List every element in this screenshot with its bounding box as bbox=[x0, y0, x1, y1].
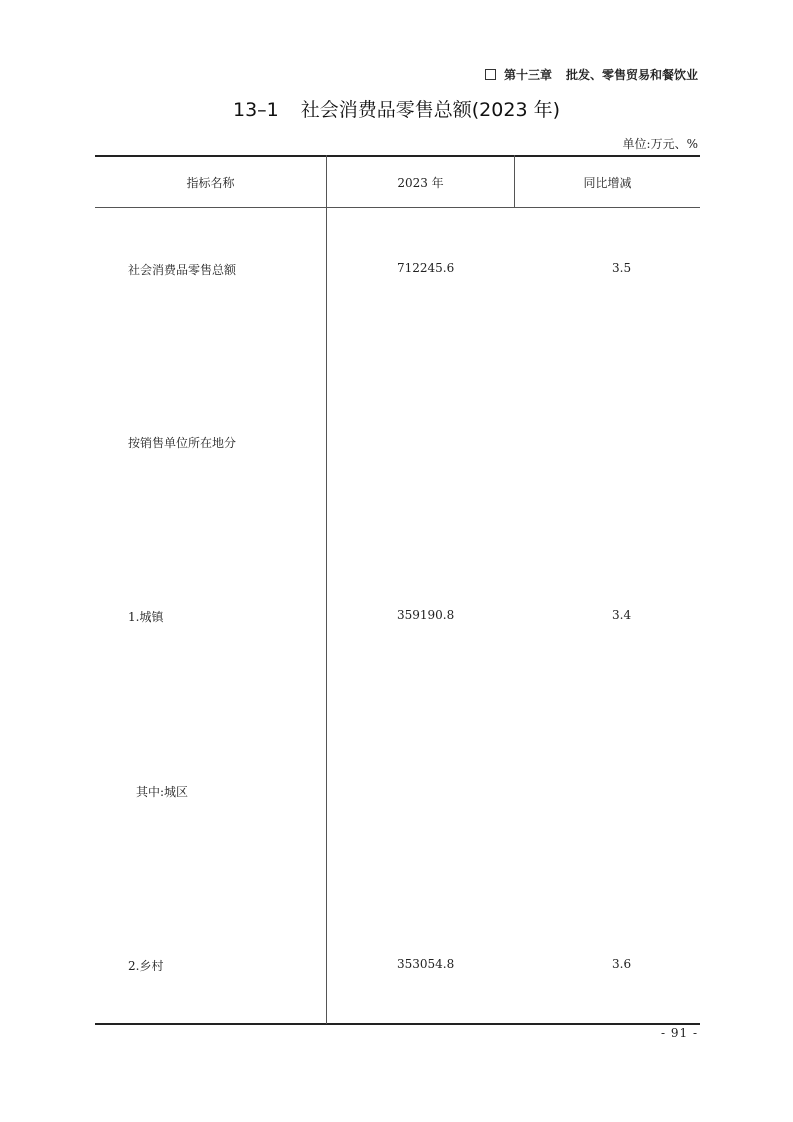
square-icon bbox=[485, 69, 496, 80]
row-label: 其中:城区 bbox=[136, 785, 189, 799]
unit-note: 单位:万元、% bbox=[622, 137, 698, 151]
column-header-change: 同比增减 bbox=[583, 176, 632, 190]
page-number: - 91 - bbox=[660, 1026, 698, 1040]
row-change: 3.5 bbox=[612, 261, 632, 275]
table-title: 社会消费品零售总额(2023 年) bbox=[300, 99, 560, 121]
row-value: 353054.8 bbox=[397, 957, 455, 971]
table-row bbox=[0, 957, 793, 977]
running-header bbox=[485, 66, 698, 83]
row-label: 1.城镇 bbox=[128, 610, 164, 624]
row-label: 社会消费品零售总额 bbox=[128, 263, 237, 277]
chapter-number: 第十三章 bbox=[503, 68, 552, 82]
table-top-rule bbox=[95, 155, 700, 157]
table-header-rule bbox=[95, 207, 700, 208]
table-number: 13–1 bbox=[233, 99, 279, 121]
table-row bbox=[0, 434, 793, 454]
column-header-year: 2023 年 bbox=[397, 176, 444, 190]
table-row bbox=[0, 783, 793, 803]
table-row bbox=[0, 608, 793, 628]
row-change: 3.6 bbox=[612, 957, 632, 971]
chapter-title: 批发、零售贸易和餐饮业 bbox=[565, 68, 698, 82]
row-label: 2.乡村 bbox=[128, 959, 164, 973]
page-title bbox=[0, 95, 793, 122]
column-divider-1 bbox=[326, 155, 327, 1024]
column-header-indicator: 指标名称 bbox=[186, 176, 235, 190]
table-bottom-rule bbox=[95, 1023, 700, 1025]
row-label: 按销售单位所在地分 bbox=[128, 436, 237, 450]
table-row bbox=[0, 261, 793, 281]
row-value: 359190.8 bbox=[397, 608, 455, 622]
row-change: 3.4 bbox=[612, 608, 632, 622]
row-value: 712245.6 bbox=[397, 261, 455, 275]
